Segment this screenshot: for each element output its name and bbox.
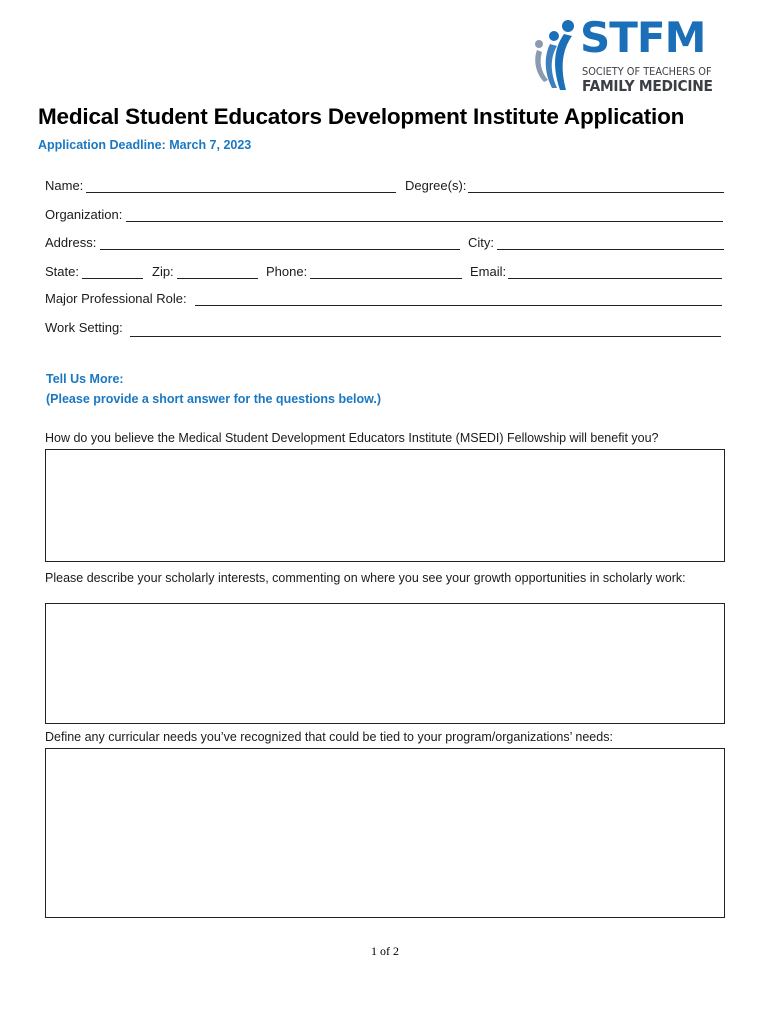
- phone-field[interactable]: [310, 278, 462, 279]
- organization-field[interactable]: [126, 221, 723, 222]
- professional-role-field[interactable]: [195, 305, 722, 306]
- stfm-logo: [530, 13, 720, 98]
- zip-field[interactable]: [177, 278, 258, 279]
- name-field[interactable]: [86, 192, 396, 193]
- tell-us-more-subheading: (Please provide a short answer for the questions below.): [46, 392, 382, 406]
- work-setting-label: Work Setting:: [45, 320, 123, 335]
- logo-subtitle-2: FAMILY MEDICINE: [582, 77, 713, 95]
- email-field[interactable]: [508, 278, 722, 279]
- page-title: Medical Student Educators Development Institute Application: [38, 104, 685, 129]
- logo-subtitle-1: SOCIETY OF TEACHERS OF: [582, 66, 712, 78]
- work-setting-field[interactable]: [130, 336, 721, 337]
- question-2-answer[interactable]: [45, 603, 725, 724]
- organization-label: Organization:: [45, 207, 123, 222]
- state-label: State:: [45, 264, 79, 279]
- application-deadline: Application Deadline: March 7, 2023: [38, 138, 252, 152]
- city-label: City:: [468, 235, 494, 250]
- question-3-label: Define any curricular needs you’ve recognized that could be tied to your program/organizations’ needs:: [45, 730, 613, 744]
- name-label: Name:: [45, 178, 84, 193]
- page-number: 1 of 2: [371, 944, 399, 958]
- address-field[interactable]: [100, 249, 460, 250]
- question-2-label: Please describe your scholarly interests, commenting on where you see your growth opportunities in scholarly work:: [45, 571, 686, 585]
- state-field[interactable]: [82, 278, 143, 279]
- address-label: Address:: [45, 235, 97, 250]
- question-1-answer[interactable]: [45, 449, 725, 562]
- question-3-answer[interactable]: [45, 748, 725, 918]
- degrees-label: Degree(s):: [405, 178, 467, 193]
- professional-role-label: Major Professional Role:: [45, 291, 187, 306]
- stfm-figures-icon: [530, 18, 580, 98]
- email-label: Email:: [470, 264, 507, 279]
- phone-label: Phone:: [266, 264, 308, 279]
- city-field[interactable]: [497, 249, 724, 250]
- zip-label: Zip:: [152, 264, 174, 279]
- tell-us-more-heading: Tell Us More:: [46, 372, 124, 386]
- question-1-label: How do you believe the Medical Student Development Educators Institute (MSEDI) Fellowship will benefit you?: [45, 431, 659, 445]
- degrees-field[interactable]: [468, 192, 724, 193]
- logo-acronym: STFM: [580, 13, 706, 62]
